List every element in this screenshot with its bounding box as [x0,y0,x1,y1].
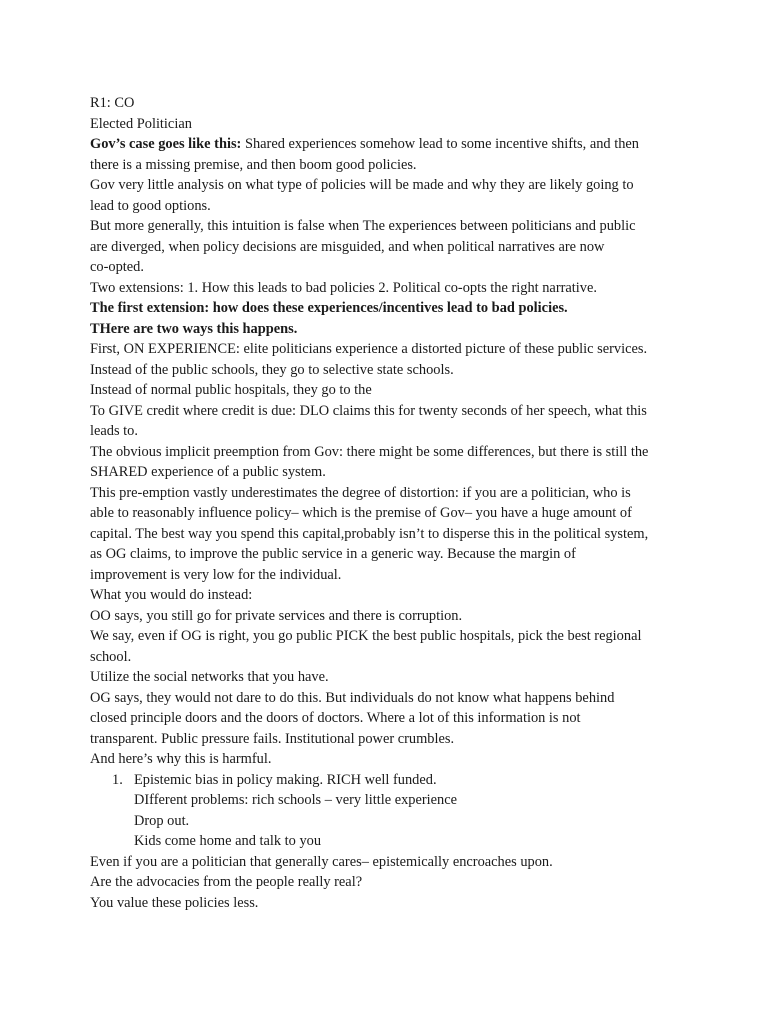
list-sub-line: DIfferent problems: rich schools – very little experience [134,792,458,808]
intro-line-2: there is a missing premise, and then boom good policies. [90,156,417,173]
closing-line: Are the advocacies from the people really real? [90,874,363,890]
list-item-number: 1. [112,771,123,788]
paragraph-line: Instead of normal public hospitals, they go to the [90,382,372,398]
paragraph-line: The obvious implicit preemption from Gov: there might be some differences, but there is still the [90,443,649,460]
paragraph-line: SHARED experience of a public system. [90,464,326,480]
paragraph-line: able to reasonably influence policy– which is the premise of Gov– you have a huge amount of [90,505,632,521]
paragraph-line: To GIVE credit where credit is due: DLO claims this for twenty seconds of her speech, what this [90,402,647,419]
paragraph-line: First, ON EXPERIENCE: elite politicians experience a distorted picture of these public services. [90,341,648,357]
extension-heading: The first extension: how does these experiences/incentives lead to bad policies. [90,300,568,316]
paragraph-line: capital. The best way you spend this capital,probably isn’t to disperse this in the political system, [90,525,649,542]
paragraph-line: Gov very little analysis on what type of policies will be made and why they are likely going to [90,177,634,193]
paragraph-line: What you would do instead: [90,587,253,603]
paragraph-line: And here’s why this is harmful. [90,751,272,767]
paragraph-line: Instead of the public schools, they go to selective state schools. [90,361,454,378]
paragraph-line: Two extensions: 1. How this leads to bad policies 2. Political co-opts the right narrative. [90,279,597,296]
round-heading: R1: CO [90,95,135,111]
paragraph-line: This pre-emption vastly underestimates the degree of distortion: if you are a politician, who is [90,484,631,501]
subheading: THere are two ways this happens. [90,320,298,337]
intro-lead-rest: Shared experiences somehow lead to some incentive shifts, and then [241,136,639,152]
list-item-text: Epistemic bias in policy making. RICH well funded. [134,771,437,788]
list-sub-line: Kids come home and talk to you [134,833,322,849]
intro-line [90,134,690,155]
paragraph-line: But more generally, this intuition is false when The experiences between politicians and public [90,218,636,234]
paragraph-line: transparent. Public pressure fails. Institutional power crumbles. [90,730,455,747]
paragraph-line: OG says, they would not dare to do this. But individuals do not know what happens behind [90,689,615,706]
paragraph-line: as OG claims, to improve the public service in a generic way. Because the margin of [90,546,576,562]
paragraph-line: are diverged, when policy decisions are misguided, and when political narratives are now [90,238,605,255]
paragraph-line: school. [90,648,132,665]
paragraph-line: improvement is very low for the individual. [90,566,342,583]
list-sub-line: Drop out. [134,812,190,829]
closing-line: Even if you are a politician that generally cares– epistemically encroaches upon. [90,853,553,870]
paragraph-line: We say, even if OG is right, you go public PICK the best public hospitals, pick the best regional [90,628,642,644]
paragraph-line: co-opted. [90,259,144,275]
paragraph-line: OO says, you still go for private services and there is corruption. [90,607,463,624]
paragraph-line: lead to good options. [90,197,211,214]
closing-line: You value these policies less. [90,894,259,911]
paragraph-line: leads to. [90,423,138,439]
paragraph-line: closed principle doors and the doors of doctors. Where a lot of this information is not [90,710,581,726]
motion-heading: Elected Politician [90,115,192,132]
paragraph-line: Utilize the social networks that you have. [90,669,329,685]
list-item [90,770,690,791]
document-body [90,93,690,913]
intro-lead-bold: Gov’s case goes like this: [90,136,242,152]
